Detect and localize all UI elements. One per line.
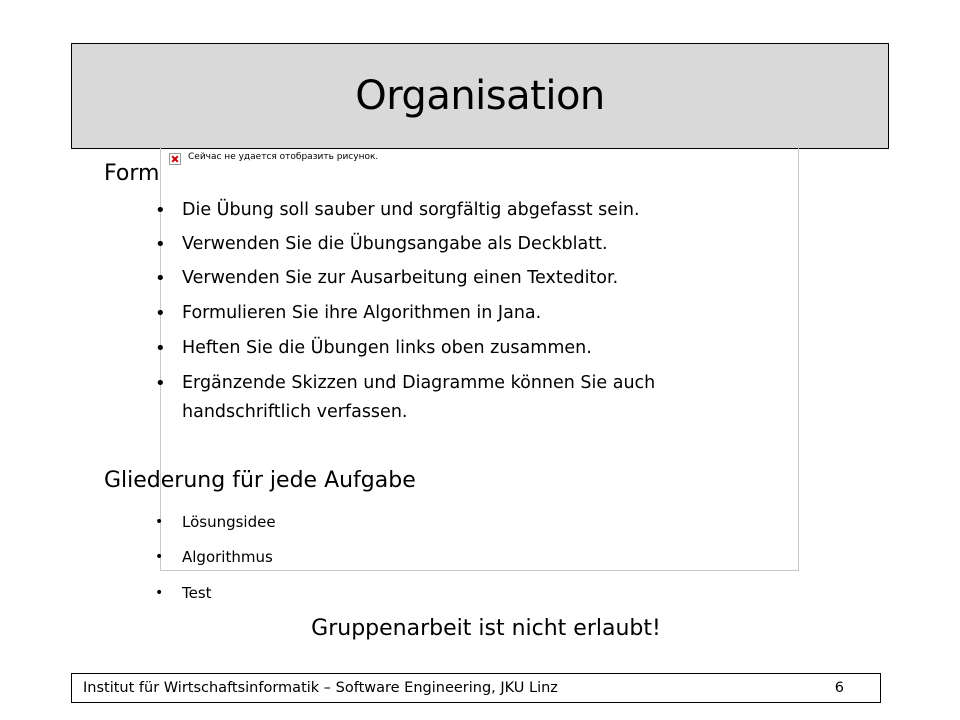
bullet-dot: •: [155, 373, 166, 394]
bullet-dot: •: [155, 200, 166, 221]
list-item-text: handschriftlich verfassen.: [182, 402, 408, 422]
bullet-dot: •: [155, 585, 164, 601]
bullet-dot: •: [155, 338, 166, 359]
bullet-dot: •: [155, 234, 166, 255]
list-item-text: Formulieren Sie ihre Algorithmen in Jana.: [182, 303, 542, 323]
slide-footer: [71, 673, 881, 703]
broken-image-icon: [169, 153, 181, 165]
group-work-note: Gruppenarbeit ist nicht erlaubt!: [311, 616, 661, 641]
list-item-text: Heften Sie die Übungen links oben zusammen.: [182, 338, 592, 358]
bullet-dot: •: [155, 549, 164, 565]
page-number: 6: [834, 680, 844, 696]
list-item-text: Verwenden Sie die Übungsangabe als Deckblatt.: [182, 234, 608, 254]
list-item-text: Algorithmus: [182, 548, 273, 566]
list-item-text: Ergänzende Skizzen und Diagramme können Sie auch: [182, 373, 656, 393]
title-box: [71, 43, 889, 149]
section-heading-structure: Gliederung für jede Aufgabe: [104, 468, 416, 493]
list-item-text: Verwenden Sie zur Ausarbeitung einen Texteditor.: [182, 268, 619, 288]
broken-image-message: Сейчас не удается отобразить рисунок.: [188, 152, 379, 162]
section-heading-form: Form: [104, 161, 160, 186]
footer-institute: Institut für Wirtschaftsinformatik – Software Engineering, JKU Linz: [83, 680, 558, 696]
list-item-text: Lösungsidee: [182, 513, 276, 531]
bullet-dot: •: [155, 514, 164, 530]
list-item-text: Die Übung soll sauber und sorgfältig abgefasst sein.: [182, 200, 640, 220]
bullet-dot: •: [155, 303, 166, 324]
slide-title: Organisation: [355, 73, 605, 119]
bullet-dot: •: [155, 268, 166, 289]
list-item-text: Test: [182, 584, 212, 602]
